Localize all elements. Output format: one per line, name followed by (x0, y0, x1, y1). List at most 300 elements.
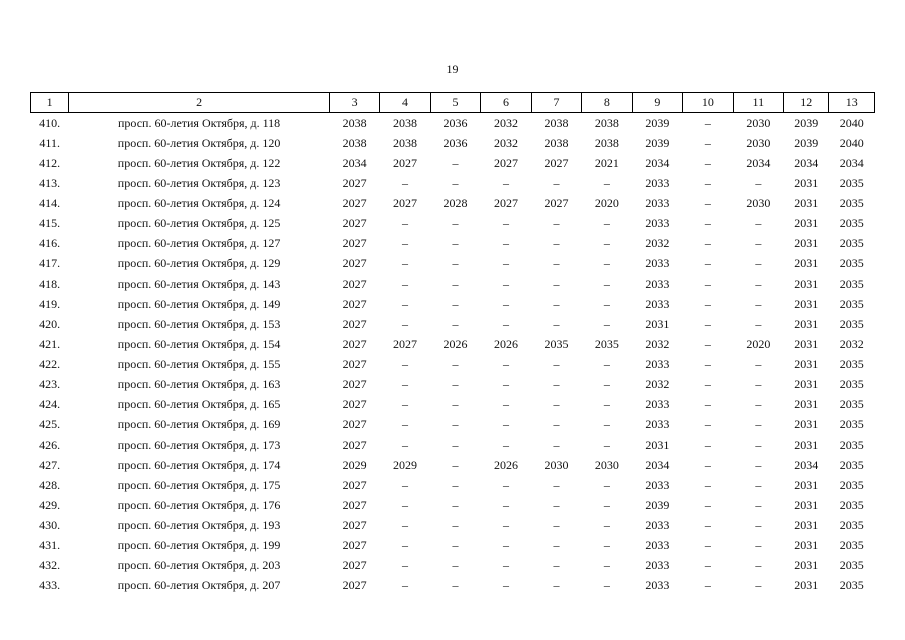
year-cell: – (452, 578, 459, 593)
column-header: 1 (31, 93, 69, 113)
year-cell: 2035 (839, 316, 864, 331)
year-cell: – (553, 296, 560, 311)
year-cell: – (704, 417, 711, 432)
year-cell: 2031 (794, 196, 819, 211)
year-cell: 2035 (839, 216, 864, 231)
year-cell: 2031 (794, 578, 819, 593)
year-cell: 2027 (342, 316, 367, 331)
year-cell: 2034 (645, 155, 670, 170)
row-number: 416. (39, 236, 61, 251)
row-number: 413. (39, 175, 61, 190)
year-cell: – (755, 397, 762, 412)
address-cell: просп. 60-летия Октября, д. 203 (117, 558, 281, 573)
year-cell: 2032 (839, 336, 864, 351)
year-cell: 2027 (342, 397, 367, 412)
year-cell: – (755, 216, 762, 231)
table-row (31, 194, 875, 214)
column-header: 3 (329, 93, 379, 113)
year-cell: 2034 (839, 155, 864, 170)
year-cell: – (502, 477, 509, 492)
year-cell: 2039 (645, 115, 670, 130)
address-cell: просп. 60-летия Октября, д. 176 (117, 497, 281, 512)
year-cell: – (704, 256, 711, 271)
year-cell: – (704, 518, 711, 533)
year-cell: 2032 (493, 135, 518, 150)
year-cell: 2035 (839, 477, 864, 492)
row-number: 411. (39, 135, 60, 150)
year-cell: 2038 (342, 135, 367, 150)
year-cell: – (452, 296, 459, 311)
year-cell: – (553, 538, 560, 553)
address-cell: просп. 60-летия Октября, д. 154 (117, 336, 281, 351)
year-cell: – (553, 578, 560, 593)
year-cell: – (402, 417, 409, 432)
year-cell: – (553, 397, 560, 412)
year-cell: 2039 (794, 115, 819, 130)
year-cell: – (755, 417, 762, 432)
year-cell: 2027 (342, 497, 367, 512)
year-cell: 2035 (839, 538, 864, 553)
address-cell: просп. 60-летия Октября, д. 163 (117, 377, 281, 392)
year-cell: 2031 (794, 417, 819, 432)
year-cell: 2031 (794, 316, 819, 331)
year-cell: 2030 (746, 196, 771, 211)
year-cell: – (452, 538, 459, 553)
year-cell: – (603, 558, 610, 573)
year-cell: 2027 (342, 216, 367, 231)
year-cell: – (402, 256, 409, 271)
year-cell: – (452, 236, 459, 251)
year-cell: – (704, 558, 711, 573)
year-cell: – (452, 175, 459, 190)
row-number: 418. (39, 276, 61, 291)
year-cell: 2038 (393, 135, 418, 150)
year-cell: – (704, 175, 711, 190)
table-row (31, 475, 875, 495)
year-cell: – (402, 357, 409, 372)
year-cell: 2031 (794, 276, 819, 291)
year-cell: 2032 (645, 377, 670, 392)
row-number: 425. (39, 417, 61, 432)
year-cell: 2033 (645, 558, 670, 573)
year-cell: – (704, 336, 711, 351)
year-cell: 2027 (493, 196, 518, 211)
document-table (30, 92, 875, 596)
year-cell: – (502, 417, 509, 432)
year-cell: 2027 (342, 538, 367, 553)
year-cell: – (452, 437, 459, 452)
year-cell: 2035 (839, 437, 864, 452)
year-cell: – (402, 558, 409, 573)
row-number: 414. (39, 196, 61, 211)
year-cell: – (452, 216, 459, 231)
year-cell: 2029 (342, 457, 367, 472)
year-cell: 2033 (645, 196, 670, 211)
year-cell: 2040 (839, 135, 864, 150)
column-header: 4 (380, 93, 430, 113)
row-number: 426. (39, 437, 61, 452)
year-cell: – (452, 377, 459, 392)
year-cell: – (402, 276, 409, 291)
year-cell: – (553, 236, 560, 251)
year-cell: 2027 (342, 518, 367, 533)
year-cell: 2035 (544, 336, 569, 351)
year-cell: 2032 (645, 336, 670, 351)
address-cell: просп. 60-летия Октября, д. 207 (117, 578, 281, 593)
year-cell: – (704, 357, 711, 372)
year-cell: – (755, 377, 762, 392)
year-cell: – (755, 276, 762, 291)
year-cell: – (603, 316, 610, 331)
year-cell: 2035 (839, 276, 864, 291)
year-cell: 2036 (443, 135, 468, 150)
year-cell: 2035 (839, 377, 864, 392)
year-cell: – (402, 175, 409, 190)
address-cell: просп. 60-летия Октября, д. 175 (117, 477, 281, 492)
year-cell: 2030 (746, 115, 771, 130)
year-cell: 2035 (594, 336, 619, 351)
year-cell: 2035 (839, 417, 864, 432)
year-cell: 2032 (493, 115, 518, 130)
row-number: 430. (39, 518, 61, 533)
year-cell: 2033 (645, 276, 670, 291)
table-row (31, 173, 875, 193)
address-cell: просп. 60-летия Октября, д. 125 (117, 216, 281, 231)
year-cell: – (603, 377, 610, 392)
table-row (31, 334, 875, 354)
table-row (31, 113, 875, 134)
address-cell: просп. 60-летия Октября, д. 143 (117, 276, 281, 291)
year-cell: – (704, 578, 711, 593)
year-cell: 2033 (645, 417, 670, 432)
year-cell: – (553, 417, 560, 432)
year-cell: 2035 (839, 256, 864, 271)
year-cell: 2027 (393, 196, 418, 211)
column-header: 8 (582, 93, 632, 113)
year-cell: 2038 (342, 115, 367, 130)
header-row (31, 93, 875, 113)
year-cell: – (553, 256, 560, 271)
year-cell: 2027 (342, 196, 367, 211)
row-number: 424. (39, 397, 61, 412)
year-cell: – (704, 437, 711, 452)
year-cell: – (704, 538, 711, 553)
year-cell: – (755, 578, 762, 593)
year-cell: – (553, 437, 560, 452)
table-row (31, 314, 875, 334)
year-cell: 2035 (839, 578, 864, 593)
year-cell: – (755, 256, 762, 271)
year-cell: 2038 (594, 135, 619, 150)
year-cell: 2021 (594, 155, 619, 170)
year-cell: – (402, 316, 409, 331)
year-cell: 2026 (443, 336, 468, 351)
year-cell: 2031 (794, 497, 819, 512)
year-cell: – (603, 538, 610, 553)
year-cell: – (755, 538, 762, 553)
address-cell: просп. 60-летия Октября, д. 118 (117, 115, 281, 130)
year-cell: – (704, 236, 711, 251)
year-cell: – (603, 397, 610, 412)
year-cell: – (452, 397, 459, 412)
address-cell: просп. 60-летия Октября, д. 165 (117, 397, 281, 412)
year-cell: 2031 (794, 558, 819, 573)
year-cell: – (553, 558, 560, 573)
year-cell: – (755, 558, 762, 573)
year-cell: 2035 (839, 397, 864, 412)
table-row (31, 435, 875, 455)
row-number: 428. (39, 477, 61, 492)
address-cell: просп. 60-летия Октября, д. 129 (117, 256, 281, 271)
year-cell: 2038 (544, 135, 569, 150)
year-cell: 2034 (794, 155, 819, 170)
year-cell: – (704, 135, 711, 150)
year-cell: – (704, 316, 711, 331)
year-cell: – (603, 216, 610, 231)
year-cell: 2031 (645, 437, 670, 452)
year-cell: 2031 (794, 175, 819, 190)
year-cell: – (452, 357, 459, 372)
year-cell: 2027 (342, 336, 367, 351)
year-cell: 2038 (393, 115, 418, 130)
year-cell: – (452, 316, 459, 331)
year-cell: 2027 (342, 437, 367, 452)
year-cell: 2031 (794, 256, 819, 271)
year-cell: 2035 (839, 236, 864, 251)
year-cell: – (502, 296, 509, 311)
year-cell: 2033 (645, 175, 670, 190)
column-header: 6 (481, 93, 531, 113)
year-cell: – (603, 518, 610, 533)
year-cell: – (402, 497, 409, 512)
column-header: 11 (733, 93, 783, 113)
row-number: 412. (39, 155, 61, 170)
year-cell: – (502, 558, 509, 573)
address-cell: просп. 60-летия Октября, д. 174 (117, 457, 281, 472)
year-cell: 2027 (342, 578, 367, 593)
year-cell: 2030 (594, 457, 619, 472)
year-cell: 2020 (746, 336, 771, 351)
year-cell: – (402, 518, 409, 533)
row-number: 431. (39, 538, 61, 553)
year-cell: 2031 (794, 357, 819, 372)
year-cell: 2020 (594, 196, 619, 211)
year-cell: 2032 (645, 236, 670, 251)
year-cell: 2033 (645, 397, 670, 412)
year-cell: – (603, 175, 610, 190)
row-number: 421. (39, 336, 61, 351)
year-cell: 2029 (393, 457, 418, 472)
year-cell: 2026 (493, 457, 518, 472)
year-cell: 2035 (839, 296, 864, 311)
year-cell: – (704, 397, 711, 412)
year-cell: 2031 (794, 538, 819, 553)
year-cell: – (502, 377, 509, 392)
year-cell: 2033 (645, 477, 670, 492)
year-cell: 2027 (342, 417, 367, 432)
year-cell: 2027 (393, 155, 418, 170)
table-row (31, 254, 875, 274)
year-cell: 2031 (794, 236, 819, 251)
year-cell: – (402, 216, 409, 231)
year-cell: – (704, 377, 711, 392)
year-cell: 2027 (342, 296, 367, 311)
year-cell: 2034 (746, 155, 771, 170)
address-cell: просп. 60-летия Октября, д. 155 (117, 357, 281, 372)
page-number: 19 (446, 62, 459, 76)
year-cell: 2027 (342, 256, 367, 271)
year-cell: – (603, 477, 610, 492)
year-cell: – (553, 497, 560, 512)
year-cell: – (603, 296, 610, 311)
year-cell: – (704, 457, 711, 472)
address-cell: просп. 60-летия Октября, д. 173 (117, 437, 281, 452)
year-cell: – (502, 216, 509, 231)
year-cell: 2030 (544, 457, 569, 472)
year-cell: 2027 (342, 477, 367, 492)
year-cell: – (502, 538, 509, 553)
year-cell: – (402, 397, 409, 412)
year-cell: – (704, 497, 711, 512)
table-row (31, 153, 875, 173)
year-cell: 2035 (839, 357, 864, 372)
year-cell: – (452, 497, 459, 512)
table-row (31, 576, 875, 596)
year-cell: 2027 (342, 175, 367, 190)
year-cell: – (452, 558, 459, 573)
year-cell: 2034 (645, 457, 670, 472)
year-cell: 2035 (839, 497, 864, 512)
column-header: 5 (430, 93, 480, 113)
year-cell: 2035 (839, 175, 864, 190)
table-row (31, 455, 875, 475)
year-cell: – (755, 357, 762, 372)
year-cell: – (755, 175, 762, 190)
year-cell: 2033 (645, 578, 670, 593)
year-cell: 2031 (794, 336, 819, 351)
table-row (31, 556, 875, 576)
year-cell: – (755, 437, 762, 452)
year-cell: – (452, 256, 459, 271)
table-row (31, 234, 875, 254)
year-cell: – (603, 357, 610, 372)
year-cell: – (502, 316, 509, 331)
year-cell: – (452, 276, 459, 291)
table-row (31, 375, 875, 395)
year-cell: – (603, 578, 610, 593)
year-cell: – (452, 477, 459, 492)
year-cell: – (502, 276, 509, 291)
table-row (31, 516, 875, 536)
address-cell: просп. 60-летия Октября, д. 149 (117, 296, 281, 311)
year-cell: – (755, 296, 762, 311)
year-cell: – (553, 518, 560, 533)
year-cell: – (452, 417, 459, 432)
year-cell: – (603, 417, 610, 432)
year-cell: – (402, 296, 409, 311)
year-cell: – (704, 216, 711, 231)
year-cell: 2034 (342, 155, 367, 170)
address-cell: просп. 60-летия Октября, д. 153 (117, 316, 281, 331)
table-row (31, 536, 875, 556)
row-number: 433. (39, 578, 61, 593)
address-cell: просп. 60-летия Октября, д. 169 (117, 417, 281, 432)
year-cell: 2030 (746, 135, 771, 150)
year-cell: – (553, 377, 560, 392)
year-cell: 2033 (645, 538, 670, 553)
year-cell: 2039 (645, 135, 670, 150)
address-cell: просп. 60-летия Октября, д. 120 (117, 135, 281, 150)
table-row (31, 133, 875, 153)
year-cell: 2031 (794, 296, 819, 311)
year-cell: 2031 (794, 477, 819, 492)
column-header: 2 (69, 93, 329, 113)
row-number: 419. (39, 296, 61, 311)
year-cell: – (502, 578, 509, 593)
year-cell: 2035 (839, 457, 864, 472)
address-cell: просп. 60-летия Октября, д. 122 (117, 155, 281, 170)
year-cell: 2031 (794, 437, 819, 452)
year-cell: 2033 (645, 216, 670, 231)
year-cell: – (402, 236, 409, 251)
year-cell: – (502, 236, 509, 251)
year-cell: – (553, 276, 560, 291)
year-cell: 2035 (839, 196, 864, 211)
table-row (31, 415, 875, 435)
table-row (31, 395, 875, 415)
table-header (31, 93, 875, 113)
year-cell: 2038 (594, 115, 619, 130)
year-cell: – (704, 196, 711, 211)
year-cell: 2035 (839, 558, 864, 573)
year-cell: – (704, 477, 711, 492)
year-cell: – (502, 256, 509, 271)
address-cell: просп. 60-летия Октября, д. 193 (117, 518, 281, 533)
year-cell: – (452, 457, 459, 472)
year-cell: – (452, 155, 459, 170)
row-number: 420. (39, 316, 61, 331)
table-row (31, 214, 875, 234)
year-cell: 2026 (493, 336, 518, 351)
year-cell: 2031 (794, 518, 819, 533)
year-cell: 2027 (342, 558, 367, 573)
year-cell: – (402, 437, 409, 452)
year-cell: 2031 (645, 316, 670, 331)
year-cell: – (402, 578, 409, 593)
year-cell: – (603, 497, 610, 512)
year-cell: – (603, 276, 610, 291)
year-cell: 2034 (794, 457, 819, 472)
year-cell: – (502, 518, 509, 533)
year-cell: 2031 (794, 216, 819, 231)
year-cell: – (704, 115, 711, 130)
year-cell: 2027 (393, 336, 418, 351)
year-cell: 2027 (342, 236, 367, 251)
year-cell: – (755, 236, 762, 251)
year-cell: – (553, 477, 560, 492)
year-cell: 2027 (544, 155, 569, 170)
year-cell: 2033 (645, 518, 670, 533)
year-cell: – (553, 357, 560, 372)
column-header: 10 (683, 93, 733, 113)
year-cell: 2027 (493, 155, 518, 170)
year-cell: – (502, 497, 509, 512)
address-cell: просп. 60-летия Октября, д. 124 (117, 196, 281, 211)
row-number: 415. (39, 216, 61, 231)
year-cell: 2027 (342, 357, 367, 372)
year-cell: – (553, 316, 560, 331)
table-row (31, 274, 875, 294)
